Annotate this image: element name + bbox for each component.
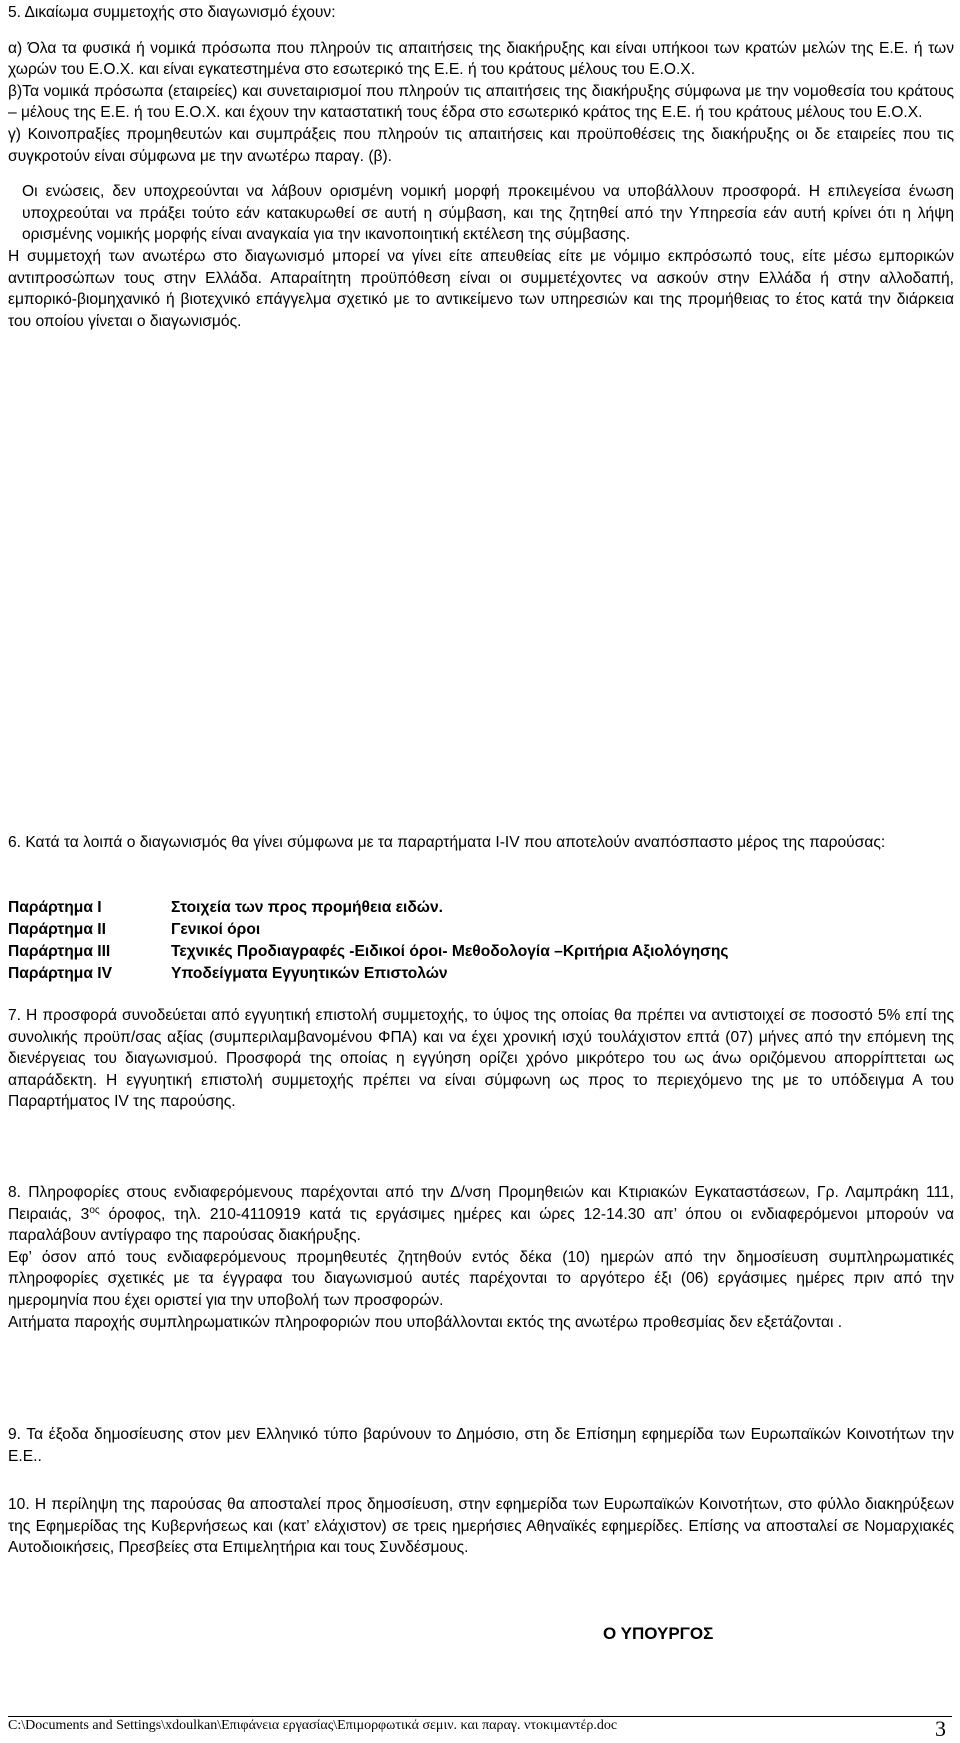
section-8-text-start: 8. Πληροφορίες στους ενδιαφερόμενους παρέχονται από την Δ/νση Προμηθειών και Κτιριακών Εγκαταστάσεων, Γρ. Λαμπράκη 111, Πειραιάς, 3 — [8, 1184, 954, 1223]
annex-title: Στοιχεία των προς προμήθεια ειδών. — [171, 899, 443, 916]
page-number: 3 — [935, 1716, 946, 1741]
floor-superscript: ος — [89, 1204, 100, 1216]
annex-title: Υποδείγματα Εγγυητικών Επιστολών — [171, 965, 448, 982]
section-9 — [8, 1424, 954, 1467]
section-9-text: 9. Τα έξοδα δημοσίευσης στον μεν Ελληνικό τύπο βαρύνουν το Δημόσιο, στη δε Επίσημη εφημερίδα των Ευρωπαϊκών Κοινοτήτων την Ε.Ε.. — [8, 1426, 954, 1465]
annex-label: Παράρτημα IV — [8, 965, 112, 982]
section-10-text: 10. Η περίληψη της παρούσας θα αποσταλεί προς δημοσίευση, στην εφημερίδα των Ευρωπαϊκών Κοινοτήτων, στο φύλλο διακηρύξεων της Εφημερίδας της Κυβερνήσεως και (κατ’ ελάχιστον) σε τρεις ημερήσιες Αθηναϊκές εφημερίδες. Επίσης να αποσταλεί σε Νομαρχιακές Αυτοδιοικήσεις, Πρεσβείες στα Επιμελητήρια και τους Συνδέσμους. — [8, 1496, 954, 1557]
section-8-clarifications: Εφ’ όσον από τους ενδιαφερόμενους προμηθευτές ζητηθούν εντός δέκα (10) ημερών από την δημοσίευση συμπληρωματικές πληροφορίες σχετικές με τα έγγραφα του διαγωνισμού αυτές παρέχονται το αργότερο έξι (06) εργάσιμες ημέρες πριν από την ημερομηνία που έχει οριστεί για την υποβολή των προσφορών. — [8, 1248, 954, 1309]
signature-title: Ο ΥΠΟΥΡΓΟΣ — [603, 1624, 714, 1643]
annex-row — [8, 897, 954, 919]
section-5-title: 5. Δικαίωμα συμμετοχής στο διαγωνισμό έχουν: — [8, 4, 336, 21]
annex-title: Τεχνικές Προδιαγραφές -Ειδικοί όροι- Μεθοδολογία –Κριτήρια Αξιολόγησης — [171, 943, 729, 960]
section-5-item-a: α) Όλα τα φυσικά ή νομικά πρόσωπα που πληρούν τις απαιτήσεις της διακήρυξης και είναι υπήκοοι των κρατών μελών της Ε.Ε. ή των χωρών του Ε.Ο.Χ. και είναι εγκατεστημένα στο εσωτερικό της Ε.Ε. ή του κράτους μέλους του Ε.Ο.Χ. — [8, 39, 954, 79]
annex-row — [8, 941, 954, 963]
section-5-item-b: β)Τα νομικά πρόσωπα (εταιρείες) και συνεταιρισμοί που πληρούν τις απαιτήσεις της διακήρυξης σύμφωνα με την νομοθεσία του κράτους – μέλους της Ε.Ε. ή του Ε.Ο.Χ. και έχουν την καταστατική τους έδρα στο εσωτερικό κράτος της Ε.Ε. ή του κράτους μέλους του Ε.Ο.Χ. — [8, 82, 954, 122]
section-8-text-end: όροφος, τηλ. 210-4110919 κατά τις εργάσιμες ημέρες και ώρες 12-14.30 απ’ όπου οι ενδιαφερόμενοι μπορούν να παραλάβουν αντίγραφο της παρούσας διακήρυξης. — [8, 1205, 954, 1245]
section-8-late-requests: Αιτήματα παροχής συμπληρωματικών πληροφοριών που υποβάλλονται εκτός της ανωτέρω προθεσμίας δεν εξετάζονται . — [8, 1313, 843, 1331]
section-8 — [8, 1182, 954, 1333]
annex-row — [8, 919, 954, 941]
section-5 — [8, 2, 954, 332]
annex-list — [8, 897, 954, 985]
section-7 — [8, 1005, 954, 1113]
section-7-text: 7. Η προσφορά συνοδεύεται από εγγυητική επιστολή συμμετοχής, το ύψος της οποίας θα πρέπει να αντιστοιχεί σε ποσοστό 5% επί της συνολικής προϋπ/σας αξίας (συμπεριλαμβανομένου ΦΠΑ) και να έχει χρονική ισχύ τουλάχιστον επτά (07) μήνες από την επόμενη της διενέργειας του διαγωνισμού. Προσφορά της οποίας η εγγύηση ορίζει χρόνο μικρότερο του ως άνω οριζόμενου απορρίπτεται ως απαράδεκτη. Η εγγυητική επιστολή συμμετοχής πρέπει να είναι σύμφωνη ως προς το περιεχόμενο της με το υπόδειγμα Α του Παραρτήματος IV της παρούσης. — [8, 1007, 954, 1111]
section-8-text — [8, 1182, 954, 1247]
footer-file-path: C:\Documents and Settings\xdoulkan\Επιφάνεια εργασίας\Επιμορφωτικά σεμιν. και παραγ. ντοκιμαντέρ.doc — [8, 1718, 618, 1733]
annex-row — [8, 963, 954, 985]
annex-label: Παράρτημα III — [8, 943, 111, 960]
section-5-paragraph-unions: Οι ενώσεις, δεν υποχρεούνται να λάβουν ορισμένη νομική μορφή προκειμένου να υποβάλλουν προσφορά. Η επιλεγείσα ένωση υποχρεούται να πράξει τούτο εάν κατακυρωθεί σε αυτή η σύμβαση, και της ζητηθεί από την Υπηρεσία εάν αυτή κρίνει ότι η λήψη ορισμένης νομικής μορφής είναι αναγκαία για την ικανοποιητική εκτέλεση της σύμβασης. — [22, 183, 954, 244]
footer-rule — [8, 1716, 952, 1717]
annex-title: Γενικοί όροι — [171, 921, 261, 938]
section-5-item-c: γ) Κοινοπραξίες προμηθευτών και συμπράξεις που πληρούν τις απαιτήσεις και προϋποθέσεις της διακήρυξης οι δε εταιρείες που τις συγκροτούν είναι σύμφωνα με την ανωτέρω παραγ. (β). — [8, 125, 954, 165]
section-10 — [8, 1494, 954, 1559]
section-6 — [8, 832, 954, 854]
annex-label: Παράρτημα I — [8, 899, 102, 916]
section-6-text: 6. Κατά τα λοιπά ο διαγωνισμός θα γίνει σύμφωνα με τα παραρτήματα I-IV που αποτελούν αναπόσπαστο μέρος της παρούσας: — [8, 834, 886, 851]
annex-label: Παράρτημα II — [8, 921, 106, 938]
section-5-paragraph-participation: Η συμμετοχή των ανωτέρω στο διαγωνισμό μπορεί να γίνει είτε απευθείας είτε με νόμιμο εκπρόσωπό τους, είτε μέσω εμπορικών αντιπροσώπων τους στην Ελλάδα. Απαραίτητη προϋπόθεση είναι οι συμμετέχοντες να ασκούν στην Ελλάδα ή στην αλλοδαπή, εμπορικό-βιομηχανικό ή βιοτεχνικό επάγγελμα σχετικό με το αντικείμενο των υπηρεσιών και της προμήθειας το έτος κατά την διάρκεια του οποίου γίνεται ο διαγωνισμός. — [8, 247, 954, 330]
